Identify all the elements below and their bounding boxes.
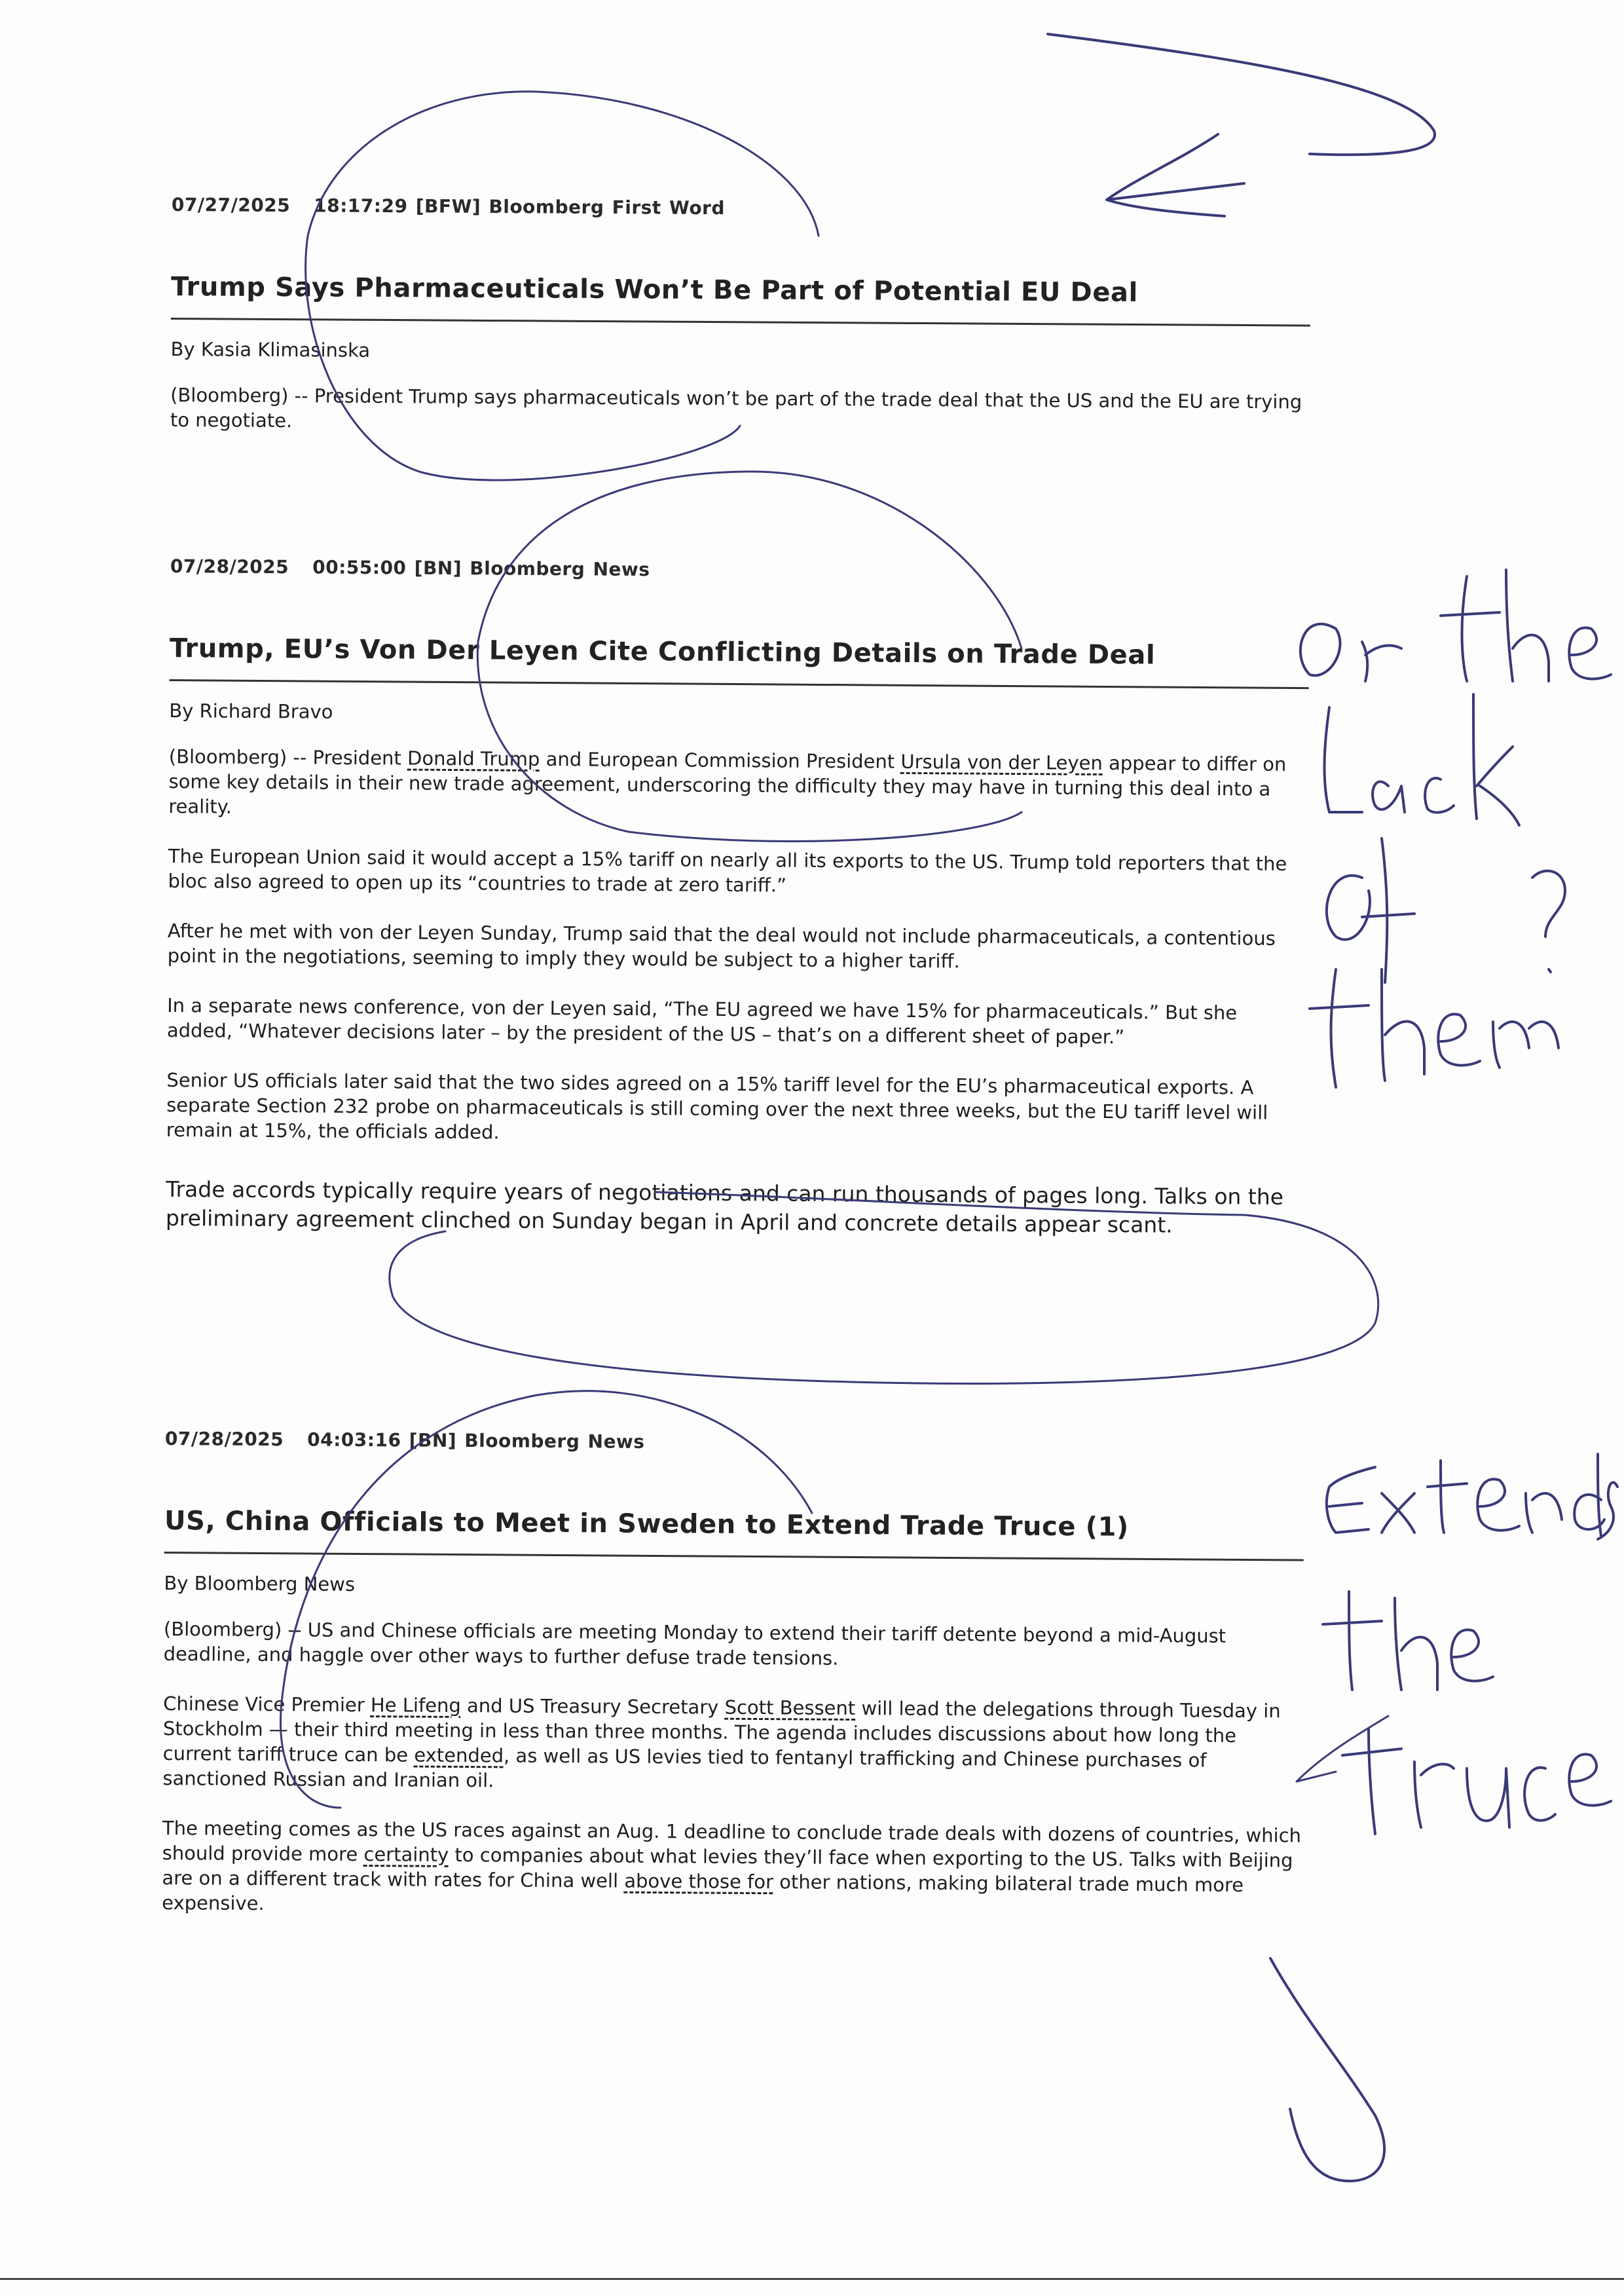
link-extended[interactable]: extended [414,1744,504,1767]
story-byline: By Bloomberg News [164,1571,356,1595]
story-source: [BN] Bloomberg News [409,1429,645,1453]
story-date: 07/28/2025 [170,555,289,578]
story-paragraph: (Bloomberg) -- US and Chinese officials are meeting Monday to extend their tariff detente beyond a mid-August deadline, and haggle over other ways to further defuse trade tensions. [163,1617,1227,1670]
story-time: 18:17:29 [314,195,408,217]
story-paragraph: The European Union said it would accept a 15% tariff on nearly all its exports to the US. Trump told reporters that the bloc also agreed to open up its “countries to trade at zero tariff.” [168,844,1287,897]
text-run: other nations, making bilateral trade much more expensive. [162,1871,1244,1915]
story-date: 07/28/2025 [164,1428,284,1451]
story-byline: By Kasia Klimasinska [170,337,371,362]
link-scott-bessent[interactable]: Scott Bessent [724,1696,856,1720]
text-run: Chinese Vice Premier [163,1692,371,1717]
text-run: to companies about what levies they’ll face when exporting to the US. Talks with Beijing are on a different track with rates for China well [162,1843,1293,1892]
story-paragraph: Senior US officials later said that the two sides agreed on a 15% tariff level for the EU’s pharmaceutical exports. A separate Section 232 probe on pharmaceuticals is still coming over the next three weeks, but the EU tariff level will remain at 15%, the officials added. [166,1068,1268,1144]
text-run: (Bloomberg) -- President [168,745,408,770]
text-run: and US Treasury Secretary [460,1694,725,1719]
story-byline: By Richard Bravo [169,699,333,723]
story-paragraph: (Bloomberg) -- President Trump says pharmaceuticals won’t be part of the trade deal that the US and the EU are trying to negotiate. [170,383,1302,432]
scan-edge-line [0,2278,1624,2280]
link-certainty[interactable]: certainty [363,1843,449,1866]
link-donald-trump[interactable]: Donald Trump [407,747,540,770]
link-above-those-for[interactable]: above those for [624,1869,774,1894]
story-headline: Trump Says Pharmaceuticals Won’t Be Part of Potential EU Deal [171,272,1310,327]
story-date: 07/27/2025 [171,194,291,217]
story-time: 04:03:16 [307,1428,401,1451]
story-headline: Trump, EU’s Von Der Leyen Cite Conflicting Details on Trade Deal [170,633,1309,689]
story-source: [BN] Bloomberg News [414,557,650,581]
story-time: 00:55:00 [312,556,407,579]
story-paragraph: In a separate news conference, von der Leyen said, “The EU agreed we have 15% for pharmaceuticals.” But she added, “Whatever decisions later – by the president of the US – that’s on a different sheet of paper.” [166,994,1238,1049]
handwriting-the [1323,1592,1493,1690]
text-run: will lead the delegations through Tuesday in Stockholm — their third meeting in less than three months. The agenda includes discussions about how long the current tariff truce can be [162,1697,1281,1766]
story-paragraph: Trade accords typically require years of negotiations and can run thousands of pages long. Talks on the preliminary agreement clinched on Sunday began in April and concrete details appear scant. [165,1176,1284,1238]
text-run: , as well as US levies tied to fentanyl trafficking and Chinese purchases of sanctioned Russian and Iranian oil. [162,1744,1207,1792]
handwriting-extends [1327,1454,1617,1539]
story-source: [BFW] Bloomberg First Word [415,195,726,219]
link-ursula-von-der-leyen[interactable]: Ursula von der Leyen [900,750,1103,774]
story-headline: US, China Officials to Meet in Sweden to Extend Trade Truce (1) [164,1506,1304,1561]
text-run: The meeting comes as the US races against an Aug. 1 deadline to conclude trade deals with dozens of countries, which should provide more [162,1816,1302,1866]
handwriting-truce [1342,1729,1611,1834]
text-run: and European Commission President [540,747,901,773]
text-run: appear to differ on some key details in their new trade agreement, underscoring the difficulty they may have in turning this deal into a reality. [168,751,1287,818]
link-he-lifeng[interactable]: He Lifeng [370,1694,461,1717]
story-paragraph: After he met with von der Leyen Sunday, Trump said that the deal would not include pharmaceuticals, a contentious point in the negotiations, seeming to imply they would be subject to a higher tariff. [167,919,1276,973]
